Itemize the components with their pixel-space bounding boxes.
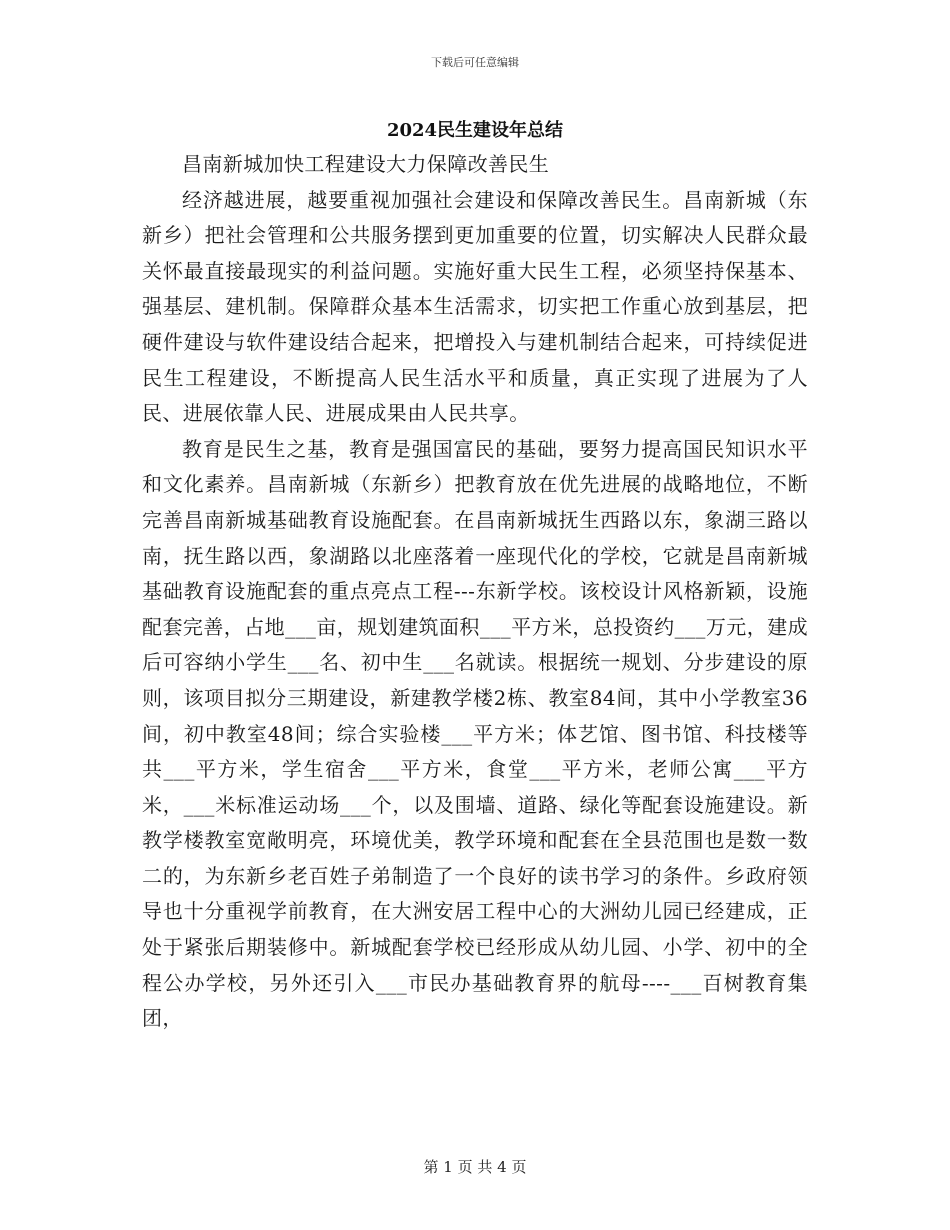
document-subtitle: 昌南新城加快工程建设大力保障改善民生 <box>182 152 550 176</box>
document-title: 2024民生建设年总结 <box>386 120 564 141</box>
header-note: 下载后可任意编辑 <box>431 56 519 69</box>
paragraph: 教育是民生之基，教育是强国富民的基础，要努力提高国民知识水平和文化素养。昌南新城（东新乡）把教育放在优先进展的战略地位，不断完善昌南新城基础教育设施配套。在昌南新城抚生西路以东，象湖三路以南，抚生路以西，象湖路以北座落着一座现代化的学校，它就是昌南新城基础教育设施配套的重点亮点工程---东新学校。该校设计风格新颖，设施配套完善，占地___亩，规划建筑面积___平方米，总投资约___万元，建成后可容纳小学生___名、初中生___名就读。根据统一规划、分步建设的原则，该项目拟分三期建设，新建教学楼2栋、教室84间，其中小学教室36间，初中教室48间；综合实验楼___平方米；体艺馆、图书馆、科技楼等共___平方米，学生宿舍___平方米，食堂___平方米，老师公寓___平方米，___米标准运动场___个，以及围墙、道路、绿化等配套设施建设。新教学楼教室宽敞明亮，环境优美，教学环境和配套在全县范围也是数一数二的，为东新乡老百姓子弟制造了一个良好的读书学习的条件。乡政府领导也十分重视学前教育，在大洲安居工程中心的大洲幼儿园已经建成，正处于紧张后期装修中。新城配套学校已经形成从幼儿园、小学、初中的全程公办学校，另外还引入___市民办基础教育界的航母----___百树教育集团， <box>142 436 808 1031</box>
page-indicator: 第 1 页 共 4 页 <box>423 1158 527 1176</box>
document-body <box>142 147 808 1037</box>
paragraph: 经济越进展，越要重视加强社会建设和保障改善民生。昌南新城（东新乡）把社会管理和公共服务摆到更加重要的位置，切实解决人民群众最关怀最直接最现实的利益问题。实施好重大民生工程，必须坚持保基本、强基层、建机制。保障群众基本生活需求，切实把工作重心放到基层，把硬件建设与软件建设结合起来，把增投入与建机制结合起来，可持续促进民生工程建设，不断提高人民生活水平和质量，真正实现了进展为了人民、进展依靠人民、进展成果由人民共享。 <box>142 187 808 426</box>
